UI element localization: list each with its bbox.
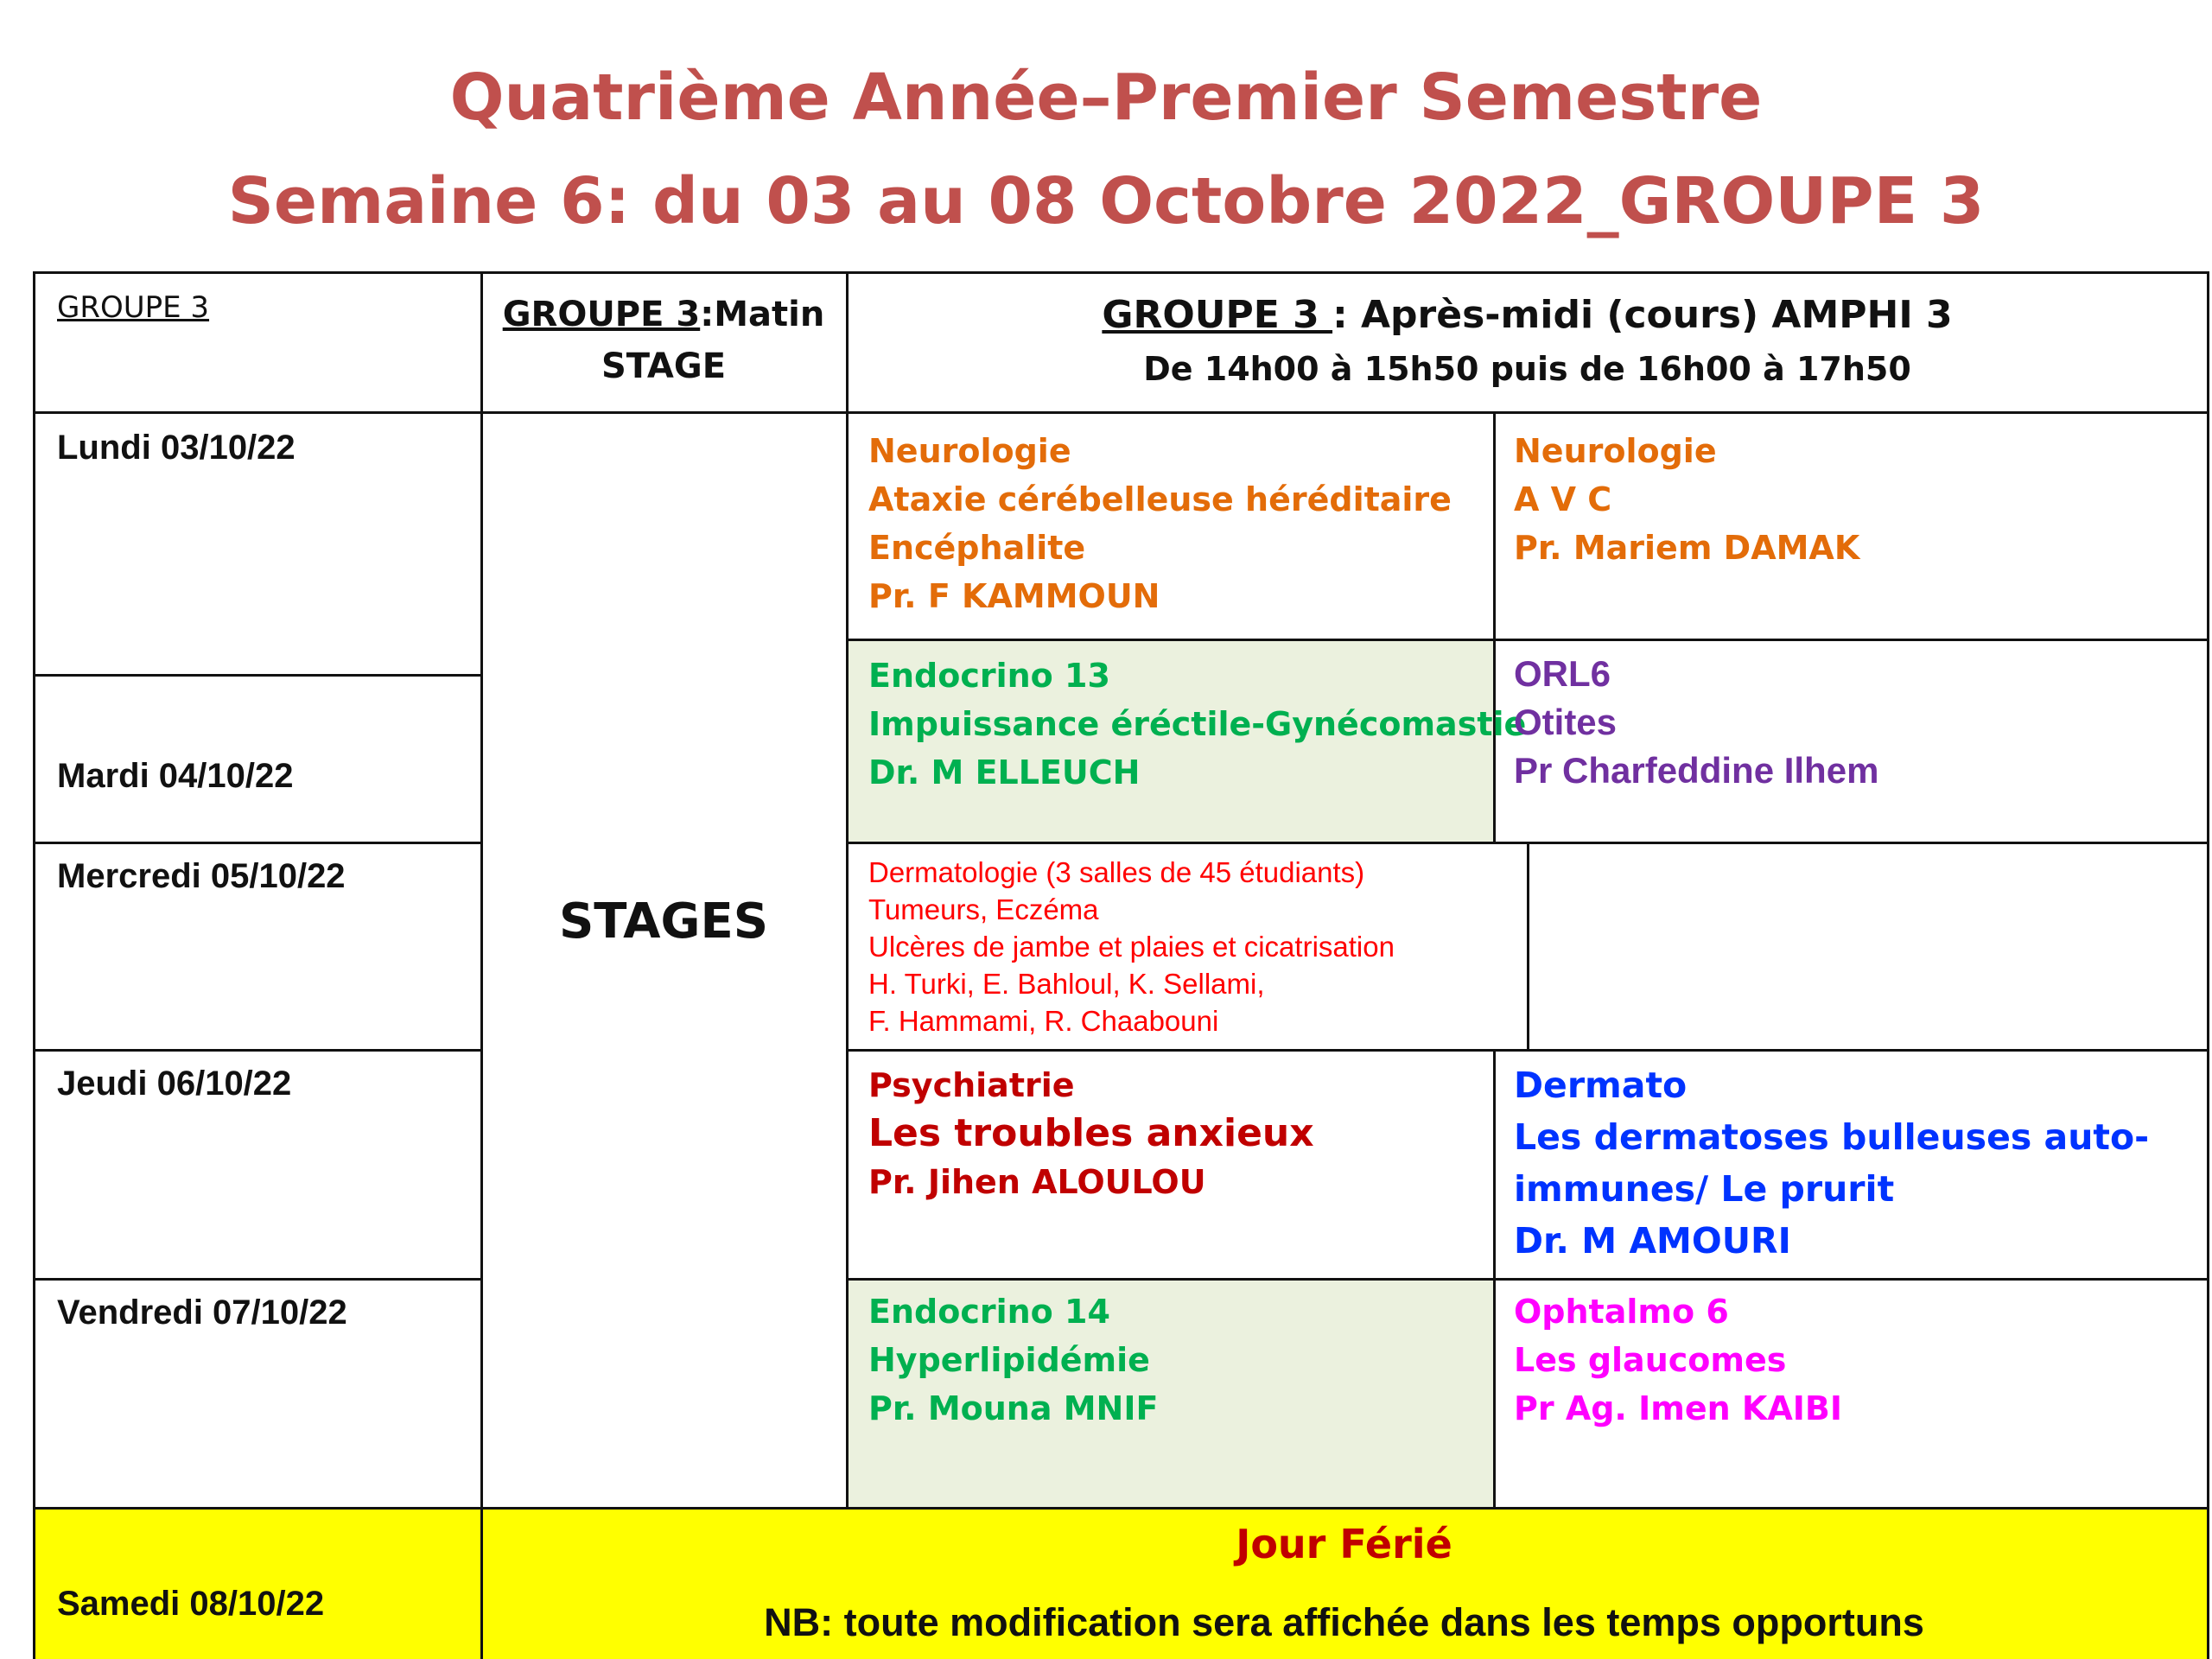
header-afternoon-hours: De 14h00 à 15h50 puis de 16h00 à 17h50 [1143, 350, 1911, 388]
session-subject: Endocrino 13 [868, 657, 1110, 695]
session-topic: Les dermatoses bulleuses auto- [1514, 1116, 2150, 1158]
session-teacher: Pr. Jihen ALOULOU [868, 1163, 1206, 1201]
header-morning [481, 289, 846, 392]
session-topic: Ataxie cérébelleuse héréditaire [868, 480, 1452, 518]
session-topic: Les troubles anxieux [868, 1111, 1314, 1155]
day-mercredi: Mercredi 05/10/22 [57, 857, 346, 895]
session-teacher: Pr. F KAMMOUN [868, 577, 1160, 615]
session-subject: Neurologie [1514, 432, 1717, 470]
page-subtitle: Semaine 6: du 03 au 08 Octobre 2022_GROUPE 3 [227, 164, 1985, 238]
session-jeudi-2 [1514, 1059, 2149, 1267]
session-topic: Impuissance éréctile-Gynécomastie [868, 705, 1527, 743]
day-vendredi: Vendredi 07/10/22 [57, 1294, 347, 1332]
page-title: Quatrième Année–Premier Semestre [449, 60, 1763, 135]
saturday-note: NB: toute modification sera affichée dans les temps opportuns [764, 1600, 1924, 1644]
session-lundi-1 [868, 427, 1452, 620]
session-topic: Ulcères de jambe et plaies et cicatrisation [868, 931, 1395, 963]
session-topic: Encéphalite [868, 529, 1086, 567]
session-topic: immunes/ Le prurit [1514, 1168, 1895, 1210]
morning-stages-label: STAGES [558, 893, 769, 950]
session-vendredi-1 [868, 1287, 1158, 1433]
session-mardi-2 [1514, 650, 1878, 795]
session-topic: Les glaucomes [1514, 1341, 1787, 1379]
session-subject: Dermatologie (3 salles de 45 étudiants) [868, 856, 1365, 888]
header-afternoon-group: GROUPE 3 [1102, 293, 1333, 337]
header-group-label: GROUPE 3 [57, 290, 210, 325]
session-lundi-2 [1514, 427, 1859, 572]
header-morning-stage: STAGE [601, 346, 727, 386]
session-subject: Ophtalmo 6 [1514, 1293, 1729, 1331]
session-teacher: F. Hammami, R. Chaabouni [868, 1005, 1219, 1037]
session-subject: Dermato [1514, 1065, 1688, 1106]
session-subject: Psychiatrie [868, 1066, 1075, 1104]
session-topic: A V C [1514, 480, 1612, 518]
session-teacher: Dr. M ELLEUCH [868, 753, 1141, 791]
session-teacher: Pr Ag. Imen KAIBI [1514, 1389, 1842, 1427]
day-mardi: Mardi 04/10/22 [57, 757, 294, 795]
session-teacher: Pr Charfeddine Ilhem [1514, 750, 1879, 791]
header-afternoon [847, 289, 2208, 396]
day-jeudi: Jeudi 06/10/22 [57, 1065, 292, 1103]
header-morning-group: GROUPE 3 [502, 295, 701, 334]
session-topic: Otites [1514, 702, 1618, 742]
session-teacher: H. Turki, E. Bahloul, K. Sellami, [868, 968, 1265, 1000]
saturday-holiday: Jour Férié [1236, 1521, 1452, 1567]
session-teacher: Dr. M AMOURI [1514, 1220, 1791, 1262]
session-teacher: Pr. Mouna MNIF [868, 1389, 1159, 1427]
header-morning-label: :Matin [700, 295, 825, 334]
session-topic: Hyperlipidémie [868, 1341, 1150, 1379]
session-teacher: Pr. Mariem DAMAK [1514, 529, 1860, 567]
session-subject: ORL6 [1514, 653, 1611, 694]
session-mercredi-1 [868, 854, 1395, 1039]
header-afternoon-label: : Après-midi (cours) AMPHI 3 [1332, 293, 1953, 337]
session-subject: Neurologie [868, 432, 1071, 470]
session-jeudi-1 [868, 1061, 1314, 1206]
session-topic: Tumeurs, Eczéma [868, 893, 1099, 925]
day-samedi: Samedi 08/10/22 [57, 1585, 325, 1623]
day-lundi: Lundi 03/10/22 [57, 429, 296, 467]
session-vendredi-2 [1514, 1287, 1842, 1433]
session-subject: Endocrino 14 [868, 1293, 1110, 1331]
session-mardi-1 [868, 652, 1526, 797]
